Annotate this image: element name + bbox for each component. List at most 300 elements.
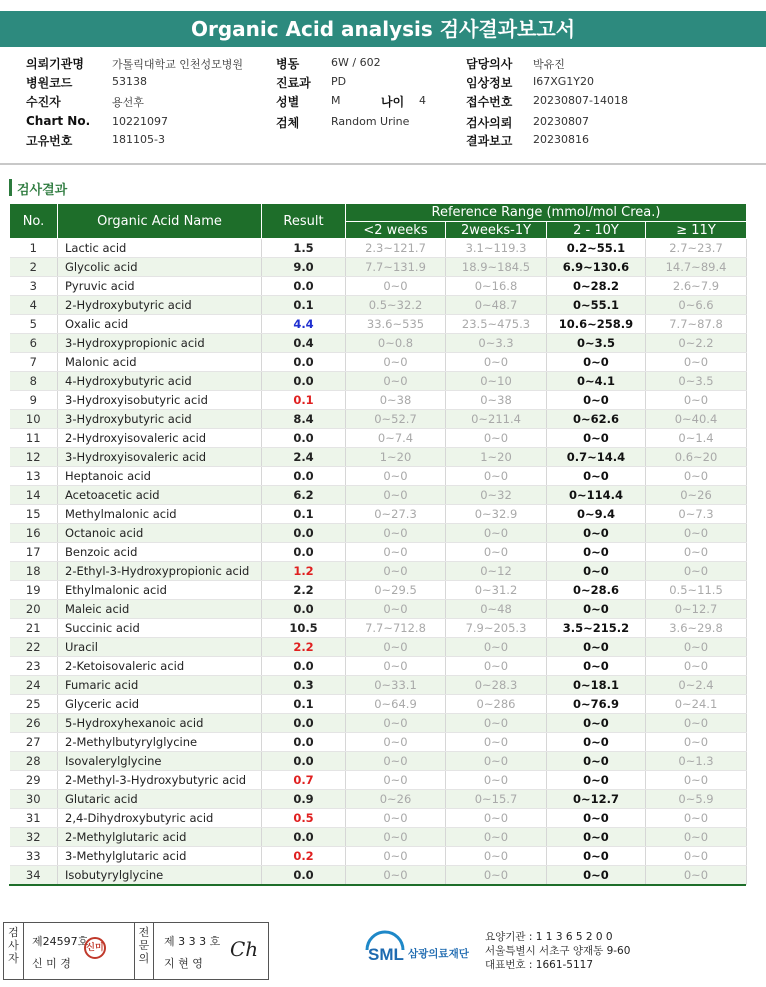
row-no: 4: [10, 296, 58, 315]
header-ref-3: ≥ 11Y: [646, 222, 747, 239]
table-row: [10, 296, 747, 315]
row-ref-2w1y: 0~15.7: [446, 790, 547, 809]
row-ref-ge11y: 0~0: [646, 391, 747, 410]
row-ref-ge11y: 0~0: [646, 524, 747, 543]
row-result: 10.5: [262, 619, 346, 638]
row-ref-2-10y: 0~9.4: [547, 505, 646, 524]
row-no: 5: [10, 315, 58, 334]
table-row: [10, 714, 747, 733]
row-ref-2-10y: 10.6~258.9: [547, 315, 646, 334]
row-ref-2-10y: 0~4.1: [547, 372, 646, 391]
row-name: Fumaric acid: [58, 676, 262, 695]
ward-label: 병동: [276, 57, 300, 71]
patient-info: [26, 55, 746, 151]
row-no: 28: [10, 752, 58, 771]
row-ref-2-10y: 0~0: [547, 467, 646, 486]
table-row: [10, 334, 747, 353]
sex-label: 성별: [276, 95, 300, 109]
row-ref-lt2w: 0~0: [346, 847, 446, 866]
table-row: [10, 638, 747, 657]
row-no: 29: [10, 771, 58, 790]
row-name: 3-Hydroxypropionic acid: [58, 334, 262, 353]
row-ref-2w1y: 0~48: [446, 600, 547, 619]
row-ref-2w1y: 0~0: [446, 733, 547, 752]
row-no: 2: [10, 258, 58, 277]
table-row: [10, 600, 747, 619]
requested-value: 20230807: [533, 115, 589, 128]
row-ref-ge11y: 0~0: [646, 828, 747, 847]
row-no: 20: [10, 600, 58, 619]
row-ref-2w1y: 1~20: [446, 448, 547, 467]
row-ref-lt2w: 0~27.3: [346, 505, 446, 524]
row-name: Oxalic acid: [58, 315, 262, 334]
row-ref-2-10y: 0~0: [547, 866, 646, 885]
row-name: 2-Ketoisovaleric acid: [58, 657, 262, 676]
reported-label: 결과보고: [466, 134, 513, 148]
row-ref-2w1y: 0~0: [446, 524, 547, 543]
row-name: Malonic acid: [58, 353, 262, 372]
row-ref-ge11y: 0~0: [646, 847, 747, 866]
row-name: 2-Hydroxybutyric acid: [58, 296, 262, 315]
table-row: [10, 239, 747, 258]
row-no: 34: [10, 866, 58, 885]
header-name: Organic Acid Name: [58, 204, 262, 239]
dept-value: PD: [331, 75, 347, 88]
table-row: [10, 733, 747, 752]
row-result: 1.2: [262, 562, 346, 581]
row-ref-ge11y: 0~0: [646, 562, 747, 581]
footer-line-1: 요양기관 : 1 1 3 6 5 2 0 0: [485, 931, 613, 943]
row-ref-2w1y: 0~0: [446, 429, 547, 448]
row-name: Lactic acid: [58, 239, 262, 258]
row-no: 26: [10, 714, 58, 733]
row-ref-2-10y: 0~0: [547, 562, 646, 581]
row-result: 0.1: [262, 695, 346, 714]
row-ref-2w1y: 0~32.9: [446, 505, 547, 524]
row-ref-lt2w: 0~0: [346, 600, 446, 619]
company-logo: [365, 930, 485, 970]
table-row: [10, 752, 747, 771]
row-name: Methylmalonic acid: [58, 505, 262, 524]
unique-label: 고유번호: [26, 134, 73, 148]
row-ref-ge11y: 2.6~7.9: [646, 277, 747, 296]
row-result: 0.0: [262, 467, 346, 486]
row-ref-ge11y: 2.7~23.7: [646, 239, 747, 258]
row-name: 2-Methylbutyrylglycine: [58, 733, 262, 752]
row-ref-2-10y: 0~0: [547, 809, 646, 828]
row-ref-ge11y: 7.7~87.8: [646, 315, 747, 334]
row-ref-ge11y: 0~0: [646, 733, 747, 752]
row-name: Ethylmalonic acid: [58, 581, 262, 600]
table-row: [10, 429, 747, 448]
row-ref-ge11y: 0~0: [646, 714, 747, 733]
row-no: 19: [10, 581, 58, 600]
header-ref-0: <2 weeks: [346, 222, 446, 239]
table-row: [10, 676, 747, 695]
row-ref-lt2w: 0~0: [346, 771, 446, 790]
row-result: 0.7: [262, 771, 346, 790]
row-name: 2-Methylglutaric acid: [58, 828, 262, 847]
row-name: 3-Methylglutaric acid: [58, 847, 262, 866]
row-ref-lt2w: 0~0: [346, 562, 446, 581]
row-name: Isobutyrylglycine: [58, 866, 262, 885]
header-ref-2: 2 - 10Y: [547, 222, 646, 239]
reported-value: 20230816: [533, 133, 589, 146]
row-ref-2w1y: 0~0: [446, 353, 547, 372]
row-no: 12: [10, 448, 58, 467]
row-ref-lt2w: 0~0: [346, 277, 446, 296]
code-value: 53138: [112, 75, 147, 88]
header-no: No.: [10, 204, 58, 239]
row-result: 2.4: [262, 448, 346, 467]
row-ref-2w1y: 0~0: [446, 828, 547, 847]
hospital-label: 의뢰기관명: [26, 57, 84, 71]
row-no: 7: [10, 353, 58, 372]
row-ref-lt2w: 0~38: [346, 391, 446, 410]
row-result: 2.2: [262, 638, 346, 657]
row-result: 4.4: [262, 315, 346, 334]
row-no: 23: [10, 657, 58, 676]
row-result: 0.0: [262, 733, 346, 752]
row-ref-ge11y: 0~0: [646, 809, 747, 828]
row-name: 3-Hydroxyisovaleric acid: [58, 448, 262, 467]
row-ref-ge11y: 0~1.3: [646, 752, 747, 771]
row-ref-ge11y: 0~0: [646, 353, 747, 372]
received-label: 접수번호: [466, 95, 513, 109]
row-no: 9: [10, 391, 58, 410]
row-no: 10: [10, 410, 58, 429]
received-value: 20230807-14018: [533, 94, 628, 107]
row-result: 0.0: [262, 600, 346, 619]
row-result: 0.0: [262, 657, 346, 676]
row-no: 8: [10, 372, 58, 391]
row-no: 30: [10, 790, 58, 809]
row-ref-lt2w: 0~0: [346, 467, 446, 486]
row-no: 27: [10, 733, 58, 752]
row-ref-lt2w: 0~0: [346, 372, 446, 391]
row-ref-lt2w: 0~0: [346, 486, 446, 505]
table-row: [10, 391, 747, 410]
row-ref-ge11y: 3.6~29.8: [646, 619, 747, 638]
row-ref-lt2w: 0~0: [346, 828, 446, 847]
row-result: 0.0: [262, 277, 346, 296]
row-ref-lt2w: 0~0: [346, 866, 446, 885]
row-ref-2w1y: 0~12: [446, 562, 547, 581]
patient-label: 수진자: [26, 95, 61, 109]
row-name: Uracil: [58, 638, 262, 657]
row-ref-ge11y: 0~24.1: [646, 695, 747, 714]
row-ref-2w1y: 0~0: [446, 866, 547, 885]
row-no: 6: [10, 334, 58, 353]
table-row: [10, 790, 747, 809]
row-ref-ge11y: 0~7.3: [646, 505, 747, 524]
row-ref-2-10y: 0~0: [547, 771, 646, 790]
row-ref-2-10y: 0~114.4: [547, 486, 646, 505]
header-reference: Reference Range (mmol/mol Crea.): [346, 204, 747, 222]
table-row: [10, 543, 747, 562]
row-ref-2w1y: 0~3.3: [446, 334, 547, 353]
row-ref-2-10y: 0~0: [547, 524, 646, 543]
row-result: 0.0: [262, 752, 346, 771]
row-no: 31: [10, 809, 58, 828]
row-result: 0.0: [262, 353, 346, 372]
row-ref-2w1y: 0~286: [446, 695, 547, 714]
row-ref-ge11y: 0~26: [646, 486, 747, 505]
row-ref-lt2w: 1~20: [346, 448, 446, 467]
reviewer-id: 제 3 3 3 호: [164, 935, 221, 948]
reviewer-label: 전문의: [134, 923, 154, 979]
row-name: 2-Ethyl-3-Hydroxypropionic acid: [58, 562, 262, 581]
row-ref-lt2w: 33.6~535: [346, 315, 446, 334]
footer-info: [485, 930, 685, 972]
row-ref-ge11y: 0~3.5: [646, 372, 747, 391]
specimen-label: 검체: [276, 116, 300, 130]
requested-label: 검사의뢰: [466, 116, 513, 130]
table-row: [10, 581, 747, 600]
row-no: 24: [10, 676, 58, 695]
tester-seal: 신미: [84, 937, 106, 959]
row-ref-lt2w: 0~0: [346, 524, 446, 543]
row-ref-2w1y: 0~0: [446, 809, 547, 828]
row-no: 17: [10, 543, 58, 562]
row-result: 0.9: [262, 790, 346, 809]
row-ref-2w1y: 0~10: [446, 372, 547, 391]
signature-box: [3, 922, 269, 980]
row-ref-lt2w: 0~0: [346, 752, 446, 771]
footer-line-3: 대표번호 : 1661-5117: [485, 959, 594, 971]
dept-label: 진료과: [276, 76, 311, 90]
row-ref-2-10y: 0~18.1: [547, 676, 646, 695]
row-result: 2.2: [262, 581, 346, 600]
report-title: Organic Acid analysis 검사결과보고서: [0, 11, 766, 47]
row-result: 0.1: [262, 505, 346, 524]
tester-id: 제24597호: [32, 935, 89, 948]
ward-value: 6W / 602: [331, 56, 381, 69]
row-ref-2-10y: 0.2~55.1: [547, 239, 646, 258]
row-ref-ge11y: 0~0: [646, 638, 747, 657]
row-ref-lt2w: 0~0: [346, 638, 446, 657]
row-ref-ge11y: 0~0: [646, 543, 747, 562]
doctor-value: 박유진: [533, 58, 565, 71]
row-ref-lt2w: 2.3~121.7: [346, 239, 446, 258]
row-name: 5-Hydroxyhexanoic acid: [58, 714, 262, 733]
row-ref-2-10y: 0~0: [547, 657, 646, 676]
row-ref-lt2w: 0~0: [346, 543, 446, 562]
row-ref-2-10y: 0~0: [547, 391, 646, 410]
row-ref-2-10y: 0~55.1: [547, 296, 646, 315]
table-row: [10, 505, 747, 524]
row-ref-2-10y: 6.9~130.6: [547, 258, 646, 277]
row-ref-ge11y: 0~0: [646, 467, 747, 486]
row-name: 2,4-Dihydroxybutyric acid: [58, 809, 262, 828]
svg-text:삼광의료재단: 삼광의료재단: [408, 948, 469, 960]
row-result: 0.3: [262, 676, 346, 695]
row-ref-ge11y: 0~1.4: [646, 429, 747, 448]
row-ref-2w1y: 3.1~119.3: [446, 239, 547, 258]
row-ref-lt2w: 0~26: [346, 790, 446, 809]
row-ref-2-10y: 0~0: [547, 714, 646, 733]
row-name: Glutaric acid: [58, 790, 262, 809]
row-ref-ge11y: 0~6.6: [646, 296, 747, 315]
chart-value: 10221097: [112, 115, 168, 128]
row-ref-lt2w: 0~0.8: [346, 334, 446, 353]
row-result: 0.0: [262, 429, 346, 448]
row-ref-lt2w: 0~52.7: [346, 410, 446, 429]
row-ref-2-10y: 0~0: [547, 638, 646, 657]
row-no: 1: [10, 239, 58, 258]
row-result: 8.4: [262, 410, 346, 429]
row-result: 0.4: [262, 334, 346, 353]
hospital-value: 가톨릭대학교 인천성모병원: [112, 58, 244, 71]
row-result: 0.0: [262, 524, 346, 543]
row-no: 25: [10, 695, 58, 714]
row-ref-2w1y: 7.9~205.3: [446, 619, 547, 638]
header-ref-1: 2weeks-1Y: [446, 222, 547, 239]
row-ref-2-10y: 0~0: [547, 429, 646, 448]
row-name: Maleic acid: [58, 600, 262, 619]
row-name: Acetoacetic acid: [58, 486, 262, 505]
svg-text:SML: SML: [368, 945, 404, 964]
row-name: 3-Hydroxyisobutyric acid: [58, 391, 262, 410]
row-ref-ge11y: 0~40.4: [646, 410, 747, 429]
row-ref-2w1y: 0~0: [446, 714, 547, 733]
row-result: 0.0: [262, 828, 346, 847]
row-ref-ge11y: 0~2.4: [646, 676, 747, 695]
row-ref-2-10y: 0~62.6: [547, 410, 646, 429]
unique-value: 181105-3: [112, 133, 165, 146]
table-row: [10, 562, 747, 581]
row-ref-lt2w: 7.7~131.9: [346, 258, 446, 277]
row-result: 0.0: [262, 866, 346, 885]
row-ref-lt2w: 0~0: [346, 714, 446, 733]
row-name: Glycolic acid: [58, 258, 262, 277]
row-name: Heptanoic acid: [58, 467, 262, 486]
row-ref-lt2w: 0~29.5: [346, 581, 446, 600]
row-no: 32: [10, 828, 58, 847]
sex-value: M: [331, 94, 341, 107]
row-name: 2-Methyl-3-Hydroxybutyric acid: [58, 771, 262, 790]
row-ref-2-10y: 0~0: [547, 828, 646, 847]
row-ref-ge11y: 0~12.7: [646, 600, 747, 619]
table-row: [10, 315, 747, 334]
row-ref-2w1y: 0~48.7: [446, 296, 547, 315]
clinical-label: 임상정보: [466, 76, 513, 90]
row-ref-2-10y: 0~0: [547, 600, 646, 619]
row-ref-2w1y: 0~31.2: [446, 581, 547, 600]
row-result: 0.1: [262, 391, 346, 410]
table-row: [10, 372, 747, 391]
row-result: 6.2: [262, 486, 346, 505]
row-ref-2-10y: 0~3.5: [547, 334, 646, 353]
reviewer-signature: Ch: [230, 937, 259, 961]
table-row: [10, 467, 747, 486]
table-row: [10, 809, 747, 828]
row-name: Succinic acid: [58, 619, 262, 638]
row-ref-lt2w: 0~0: [346, 657, 446, 676]
table-row: [10, 486, 747, 505]
row-no: 16: [10, 524, 58, 543]
row-no: 33: [10, 847, 58, 866]
age-value: 4: [419, 94, 426, 107]
row-ref-2-10y: 0~0: [547, 733, 646, 752]
row-no: 21: [10, 619, 58, 638]
row-result: 0.0: [262, 714, 346, 733]
table-row: [10, 695, 747, 714]
chart-label: Chart No.: [26, 114, 91, 128]
row-ref-2-10y: 0.7~14.4: [547, 448, 646, 467]
table-row: [10, 828, 747, 847]
row-result: 1.5: [262, 239, 346, 258]
row-ref-2-10y: 0~0: [547, 353, 646, 372]
table-row: [10, 353, 747, 372]
footer-line-2: 서울특별시 서초구 양재동 9-60: [485, 945, 631, 957]
table-row: [10, 448, 747, 467]
row-ref-2w1y: 0~16.8: [446, 277, 547, 296]
row-ref-ge11y: 0.5~11.5: [646, 581, 747, 600]
row-name: 2-Hydroxyisovaleric acid: [58, 429, 262, 448]
specimen-value: Random Urine: [331, 115, 410, 128]
row-name: Glyceric acid: [58, 695, 262, 714]
tester-label: 검사자: [4, 923, 24, 979]
row-ref-2w1y: 0~0: [446, 543, 547, 562]
table-bottom-rule: [9, 884, 746, 886]
row-name: 3-Hydroxybutyric acid: [58, 410, 262, 429]
row-ref-lt2w: 0~0: [346, 733, 446, 752]
row-name: Benzoic acid: [58, 543, 262, 562]
patient-value: 용선후: [112, 96, 144, 109]
row-ref-lt2w: 7.7~712.8: [346, 619, 446, 638]
code-label: 병원코드: [26, 76, 73, 90]
row-name: Pyruvic acid: [58, 277, 262, 296]
row-no: 15: [10, 505, 58, 524]
row-no: 18: [10, 562, 58, 581]
row-no: 14: [10, 486, 58, 505]
row-result: 0.2: [262, 847, 346, 866]
doctor-label: 담당의사: [466, 57, 513, 71]
row-ref-2w1y: 0~38: [446, 391, 547, 410]
row-ref-ge11y: 0~2.2: [646, 334, 747, 353]
table-row: [10, 524, 747, 543]
row-ref-lt2w: 0~33.1: [346, 676, 446, 695]
table-row: [10, 657, 747, 676]
row-name: 4-Hydroxybutyric acid: [58, 372, 262, 391]
row-ref-2w1y: 0~211.4: [446, 410, 547, 429]
row-ref-2w1y: 18.9~184.5: [446, 258, 547, 277]
row-name: Octanoic acid: [58, 524, 262, 543]
reviewer-name: 지 현 영: [164, 957, 203, 970]
row-ref-2w1y: 0~0: [446, 638, 547, 657]
row-ref-ge11y: 0~5.9: [646, 790, 747, 809]
row-name: Isovalerylglycine: [58, 752, 262, 771]
row-result: 9.0: [262, 258, 346, 277]
row-ref-2-10y: 0~12.7: [547, 790, 646, 809]
row-ref-2-10y: 0~0: [547, 543, 646, 562]
age-label: 나이: [381, 95, 405, 109]
row-ref-ge11y: 14.7~89.4: [646, 258, 747, 277]
row-ref-ge11y: 0.6~20: [646, 448, 747, 467]
row-result: 0.0: [262, 372, 346, 391]
row-ref-ge11y: 0~0: [646, 771, 747, 790]
row-ref-2-10y: 0~0: [547, 847, 646, 866]
row-ref-2w1y: 0~0: [446, 752, 547, 771]
row-ref-lt2w: 0~7.4: [346, 429, 446, 448]
row-result: 0.0: [262, 543, 346, 562]
row-no: 22: [10, 638, 58, 657]
row-ref-2-10y: 0~28.2: [547, 277, 646, 296]
table-row: [10, 866, 747, 885]
row-ref-2-10y: 0~0: [547, 752, 646, 771]
row-ref-2-10y: 3.5~215.2: [547, 619, 646, 638]
